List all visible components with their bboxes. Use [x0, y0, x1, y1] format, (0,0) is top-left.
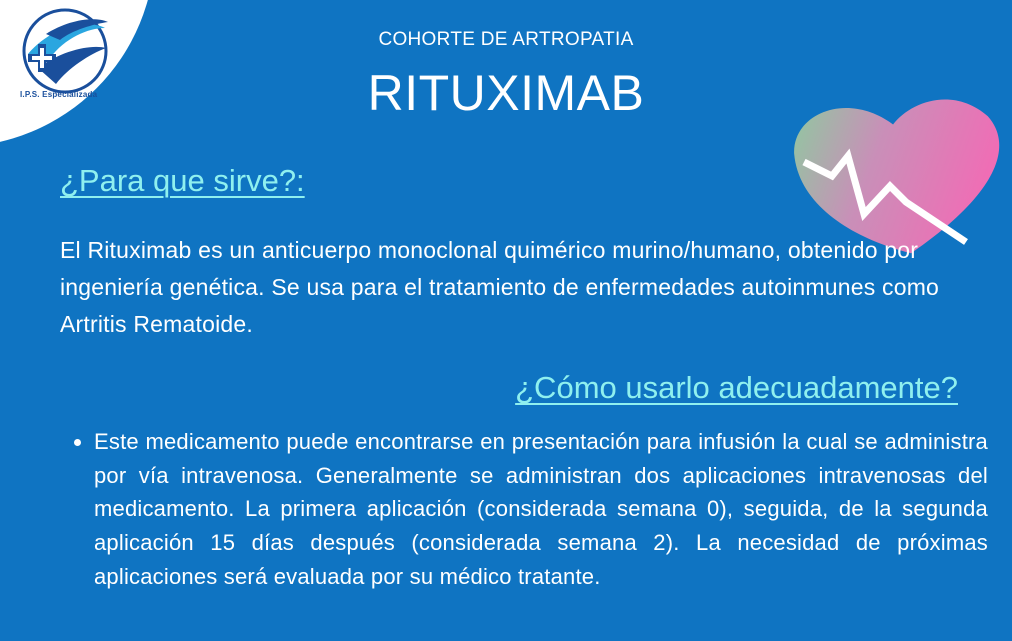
page-subtitle: COHORTE DE ARTROPATIA: [378, 29, 634, 50]
list-item: • Este medicamento puede encontrarse en presentación para infusión la cual se administra por vía intravenosa. Generalmente se administran dos aplicaciones intravenosas del medicamento. La primera aplicación (considerada semana 0), seguida, de la segunda aplicación 15 días después (considerada semana 2). La necesidad de próximas aplicaciones será evaluada por su médico tratante.: [94, 425, 988, 594]
purpose-paragraph: El Rituximab es un anticuerpo monoclonal quimérico murino/humano, obtenido por ingeniería genética. Se usa para el tratamiento de enfermedades autoinmunes como Artritis Rematoide.: [60, 237, 940, 337]
usage-list: [68, 425, 988, 594]
page-title: RITUXIMAB: [367, 65, 645, 121]
logo-text: I.P.S. Especializada: [20, 90, 98, 99]
section-heading-purpose: ¿Para que sirve?:: [60, 163, 305, 198]
section-heading-usage: ¿Cómo usarlo adecuadamente?: [515, 370, 958, 405]
